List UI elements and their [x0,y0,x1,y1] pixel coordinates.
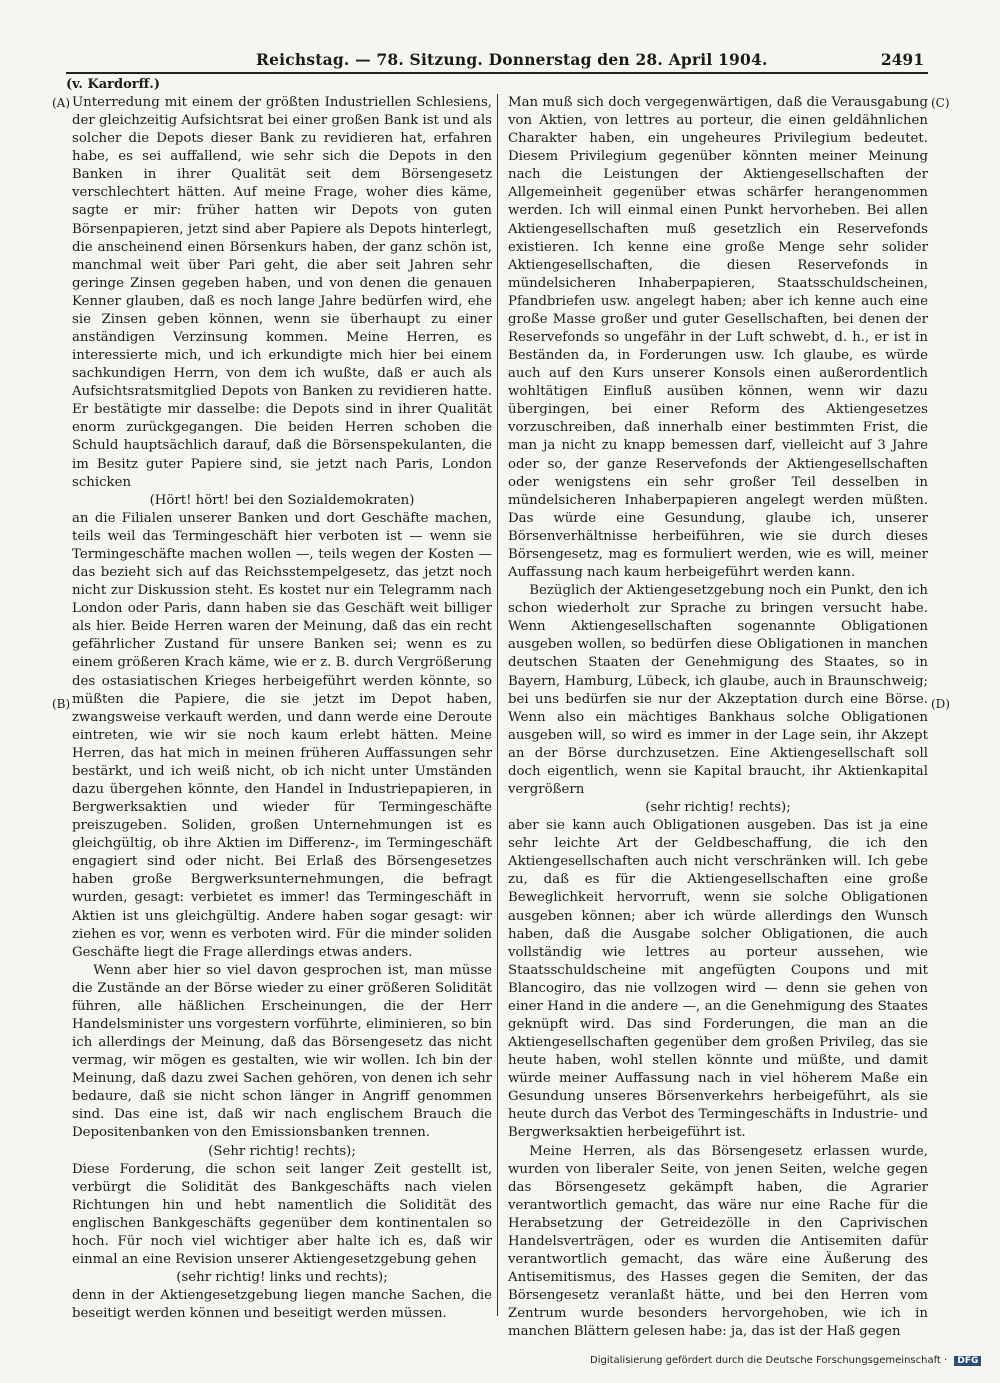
running-title: Reichstag. — 78. Sitzung. Donnerstag den 28. April 1904. [256,50,768,69]
margin-mark-c: (C) [931,96,950,110]
page-number: 2491 [880,50,924,69]
paragraph: Wenn aber hier so viel davon gesprochen ist, man müsse die Zustände an der Börse wieder zu einer größeren Solidität führen, alle häßlichen Erscheinungen, die der Herr Handelsminister uns vorgestern vorführte, eliminieren, so bin ich allerdings der Meinung, daß das Börsengesetz das nicht vermag, wir mögen es gestalten, wie wir wollen. Ich bin der Meinung, daß dazu zwei Sachen gehören, von denen ich sehr bedaure, daß sie nicht schon länger in Angriff genommen sind. Das eine ist, daß wir nach englischem Brauch die Depositenbanken von den Emissionsbanken trennen. [72,962,492,1141]
text-column-left [72,94,492,1322]
running-header [66,50,928,74]
footer-text: Digitalisierung gefördert durch die Deutsche Forschungsgemeinschaft · [590,1355,948,1366]
paragraph: an die Filialen unserer Banken und dort Geschäfte machen, teils weil das Termingeschäft hier verboten ist — wenn sie Termingeschäfte machen wollen —, teils wegen der Kosten — das bezieht sich auf das Reichsstempelgesetz, das jetzt noch nicht zur Diskussion steht. Es kostet nur ein Telegramm nach London oder Paris, dann haben sie das Geschäft weit billiger als hier. Beide Herren waren der Meinung, daß das ein recht gefährlicher Zustand für unsere Banken sei; wenn es zu einem größeren Krach käme, wie er z. B. durch Vergrößerung des ostasiatischen Krieges herbeigeführt werden könnte, so müßten die Papiere, die sie jetzt im Depot haben, zwangsweise verkauft werden, und dann werde eine Deroute eintreten, wie wir sie noch kaum erlebt hätten. Meine Herren, das hat mich in meinen früheren Auffassungen sehr bestärkt, und ich weiß nicht, ob ich nicht unter Umständen dazu übergehen könnte, den Handel in Industriepapieren, in Bergwerksaktien und wieder für Termingeschäfte preiszugeben. Soliden, großen Unternehmungen ist es gleichgültig, ob ihre Aktien im Differenz-, im Termingeschäft engagiert sind oder nicht. Bei Erlaß des Börsengesetzes haben große Bergwerksunternehmungen, die befragt wurden, gesagt: verbietet es immer! das Termingeschäft in Aktien ist uns gleichgültig. Andere haben sogar gesagt: wir ziehen es vor, wenn es verboten wird. Für die minder soliden Geschäfte liegt die Frage allerdings etwas anders. [72,510,492,960]
paragraph: aber sie kann auch Obligationen ausgeben. Das ist ja eine sehr leichte Art der Geldbeschaffung, die ich den Aktiengesellschaften auch nicht verschränken will. Ich gebe zu, daß es für die Aktiengesellschaften eine große Beweglichkeit hervorruft, wenn sie solche Obligationen ausgeben können; aber ich würde allerdings den Wunsch haben, daß die Ausgabe solcher Obligationen, die auch vollständig wie lettres au porteur aussehen, wie Staatsschuldscheine mit angefügten Coupons und mit Blancogiro, das nie vollzogen wird — denn sie gehen von einer Hand in die andere —, an die Genehmigung des Staates geknüpft wird. Das sind Forderungen, die man an die Aktiengesellschaften gegenüber dem großen Privileg, das sie heute haben, wohl stellen könnte und müßte, und damit würde meiner Auffassung nach in viel höherem Maße ein Gesundung unseres Börsenverkehrs herbeigeführt, als sie heute durch das Verbot des Termingeschäfts in Industrie- und Bergwerksaktien herbeigeführt ist. [508,818,928,1141]
speaker-name: (v. Kardorff.) [66,77,160,92]
paragraph: Man muß sich doch vergegenwärtigen, daß die Verausgabung von Aktien, von lettres au porteur, die einen geldähnlichen Charakter haben, ein ungeheures Privilegium bedeutet. Diesem Privilegium gegenüber könnten meiner Meinung nach die Leistungen der Aktiengesellschaften der Allgemeinheit gegenüber etwas schärfer herangenommen werden. Ich will einmal einen Punkt hervorheben. Bei allen Aktiengesellschaften muß gesetzlich ein Reservefonds existieren. Ich kenne eine große Menge sehr solider Aktiengesellschaften, die diesen Reservefonds in mündelsicheren Inhaberpapieren, Staatsschuldscheinen, Pfandbriefen usw. angelegt haben; aber ich kenne auch eine große Masse großer und guter Gesellschaften, bei denen der Reservefonds so ungefähr in der Luft schwebt, d. h., er ist in Beständen da, in Forderungen usw. Ich glaube, es würde auch auf den Kurs unserer Konsols einen außerordentlich wohltätigen Einfluß ausüben können, wenn wir dazu übergingen, bei einer Reform des Aktiengesetzes vorzuschreiben, daß innerhalb einer bestimmten Frist, die man ja nicht zu knapp bemessen darf, vielleicht auf 3 Jahre oder so, der ganze Reservefonds der Aktiengesellschaften oder wenigstens ein sehr großer Teil desselben in mündelsicheren Inhaberpapieren angelegt werden müßten. Das würde eine Gesundung, glaube ich, unserer Börsenverhältnisse herbeiführen, wie sie durch dieses Börsengesetz, mag es formuliert werden, wie es will, meiner Auffassung nach kaum herbeigeführt werden kann. [508,95,928,581]
footer [590,1355,981,1366]
interjection: (Sehr richtig! rechts); [208,1143,356,1159]
interjection: (Hört! hört! bei den Sozialdemokraten) [149,492,415,508]
margin-mark-a: (A) [52,96,71,110]
margin-mark-b: (B) [52,697,71,711]
interjection: (sehr richtig! rechts); [645,800,791,816]
paragraph: denn in der Aktiengesetzgebung liegen manche Sachen, die beseitigt werden können und beseitigt werden müssen. [72,1288,492,1322]
margin-mark-d: (D) [931,697,950,711]
paragraph: Bezüglich der Aktiengesetzgebung noch ein Punkt, den ich schon wiederholt zur Sprache zu bringen versucht habe. Wenn Aktiengesellschaften sogenannte Obligationen ausgeben wollen, so bedürfen diese Obligationen in manchen deutschen Staaten der Genehmigung des Staates, so in Bayern, Hamburg, Lübeck, ich glaube, auch in Braunschweig; bei uns bedürfen sie nur der Akzeptation durch eine Börse. Wenn also ein mächtiges Bankhaus solche Obligationen ausgeben will, so wird es immer in der Lage sein, ihr Akzept an der Börse durchzusetzen. Eine Aktiengesellschaft soll doch eigentlich, wenn sie Kapital braucht, ihr Aktienkapital vergrößern [508,583,928,797]
paragraph: Unterredung mit einem der größten Industriellen Schlesiens, der gleichzeitig Aufsichtsrat bei einer großen Bank ist und als solcher die Depots dieser Bank zu revidieren hat, erfahren habe, es sei auffallend, wie sehr sich die Depots in den Banken in ihrer Qualität seit dem Börsengesetz verschlechtert hätten. Auf meine Frage, woher dies käme, sagte er mir: früher hatten wir Depots von guten Börsenpapieren, jetzt sind aber Papiere als Depots hinterlegt, die anscheinend einen Börsenkurs haben, der ganz schön ist, manchmal weit über Pari geht, die aber seit Jahren sehr geringe Zinsen gegeben haben, und von denen die genauen Kenner glauben, daß es noch lange Jahre bedürfen wird, ehe sie Zinsen geben können, wenn sie überhaupt zu einer anständigen Verzinsung kommen. Meine Herren, es interessierte mich, und ich erkundigte mich hier bei einem sachkundigen Herrn, von dem ich wußte, daß er auch als Aufsichtsratsmitglied Depots von Banken zu revidieren hatte. Er bestätigte mir dasselbe: die Depots sind in ihrer Qualität enorm zurückgegangen. Die beiden Herren schoben die Schuld hauptsächlich darauf, daß die Börsenspekulanten, die im Besitz guter Papiere sind, sie jetzt nach Paris, London schicken [72,95,492,490]
interjection: (sehr richtig! links und rechts); [176,1270,388,1286]
dfg-logo: DFG [954,1356,981,1366]
paragraph: Meine Herren, als das Börsengesetz erlassen wurde, wurden von liberaler Seite, von jenen Seiten, welche gegen das Börsengesetz gekämpft haben, die Agrarier verantwortlich gemacht, das wäre nur eine Rache für die Herabsetzung der Getreidezölle in den Caprivischen Handelsverträgen, oder es wurden die Antisemiten dafür verantwortlich gemacht, das wäre eine Äußerung des Antisemitismus, des Hasses gegen die Semiten, der das Börsengesetz veranlaßt hätte, und bei den Herren vom Zentrum wurde besonders hervorgehoben, wie ich in manchen Blättern gelesen habe: ja, das ist der Haß gegen [508,1143,928,1340]
text-column-right [508,94,928,1340]
column-divider [497,94,498,1316]
paragraph: Diese Forderung, die schon seit langer Zeit gestellt ist, verbürgt die Solidität des Bankgeschäfts nach vielen Richtungen hin und hebt namentlich die Solidität des englischen Bankgeschäfts gegenüber dem kontinentalen so hoch. Für noch viel wichtiger aber halte ich es, daß wir einmal an eine Revision unserer Aktiengesetzgebung gehen [72,1161,492,1267]
